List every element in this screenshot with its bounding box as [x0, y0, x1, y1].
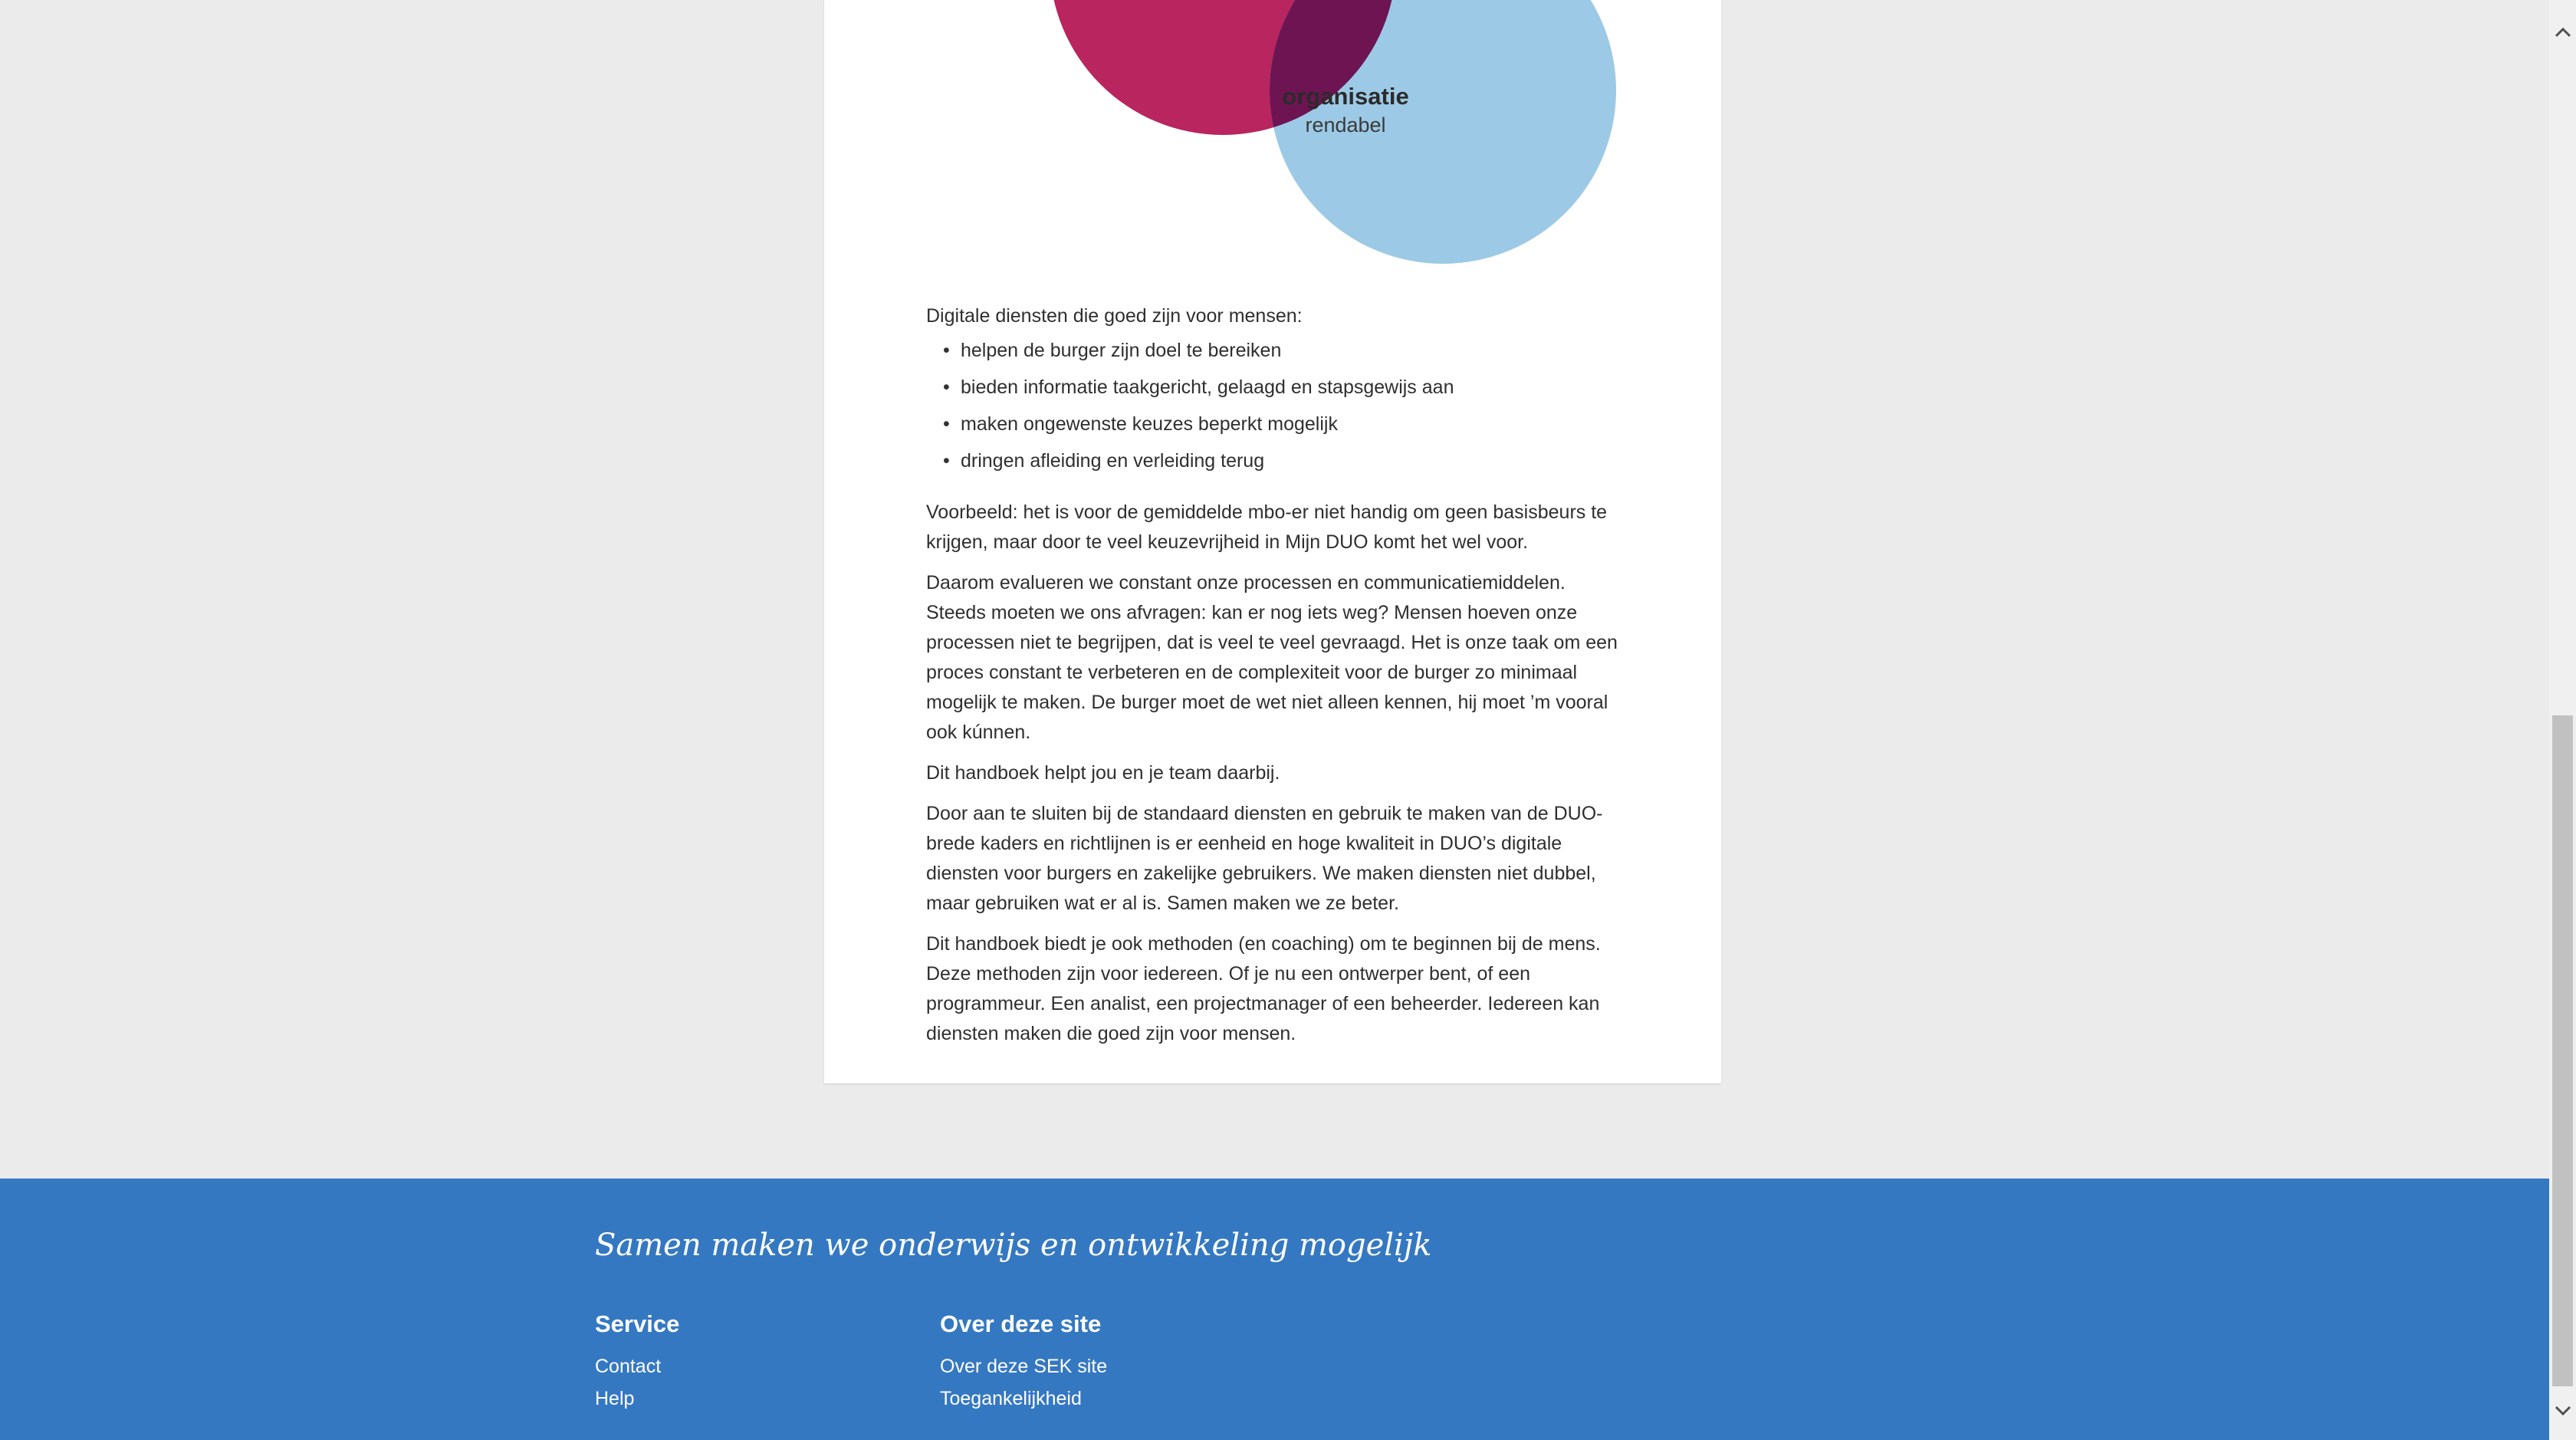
list-item: • bieden informatie taakgericht, gelaagd en stapsgewijs aan: [926, 373, 1620, 403]
paragraph-evaluate: Daarom evalueren we constant onze processen en communicatiemiddelen. Steeds moeten we ons afvragen: kan er nog iets weg? Mensen hoeven onze processen niet te begrijpen, dat is veel te veel gevraagd. Het is onze taak om een proces constant te verbeteren en de complexiteit voor de burger zo minimaal mogelijk te maken. De burger moet de wet niet alleen kennen, hij moet ’m vooral ook kúnnen.: [926, 572, 1618, 743]
footer-link-accessibility[interactable]: Toegankelijkheid: [940, 1388, 1082, 1409]
article-body: [926, 301, 1620, 1060]
scroll-up-button[interactable]: [2549, 17, 2576, 48]
footer-column-about: [940, 1309, 1107, 1415]
footer-column-service: [595, 1309, 679, 1415]
scroll-down-button[interactable]: [2549, 1396, 2576, 1426]
paragraph-handbook-helps: Dit handboek helpt jou en je team daarbij.: [926, 762, 1280, 784]
paragraph-methods: Dit handboek biedt je ook methoden (en coaching) om te beginnen bij de mens. Deze methoden zijn voor iedereen. Of je nu een ontwerper bent, of een programmeur. Een analist, een projectmanager of een beheerder. Iedereen kan diensten maken die goed zijn voor mensen.: [926, 933, 1601, 1044]
paragraph-standards: Door aan te sluiten bij de standaard diensten en gebruik te maken van de DUO-brede kaders en richtlijnen is er eenheid en hoge kwaliteit in DUO’s digitale diensten voor burgers en zakelijke gebruikers. We maken diensten niet dubbel, maar gebruiken wat er al is. Samen maken we ze beter.: [926, 803, 1603, 914]
venn-label-subtitle: rendabel: [1305, 113, 1386, 136]
list-item: • helpen de burger zijn doel te bereiken: [926, 336, 1620, 366]
footer-heading-service: Service: [595, 1310, 680, 1337]
intro-text: Digitale diensten die goed zijn voor mensen:: [926, 305, 1303, 327]
chevron-up-icon: [2555, 27, 2571, 38]
footer-tagline: Samen maken we onderwijs en ontwikkeling mogelijk: [595, 1228, 1432, 1263]
bullet-list: [926, 336, 1620, 476]
footer-link-contact[interactable]: Contact: [595, 1356, 662, 1377]
list-item: • dringen afleiding en verleiding terug: [926, 446, 1620, 476]
chevron-down-icon: [2555, 1405, 2571, 1416]
footer-link-help[interactable]: Help: [595, 1388, 635, 1409]
venn-label-title: organisatie: [1282, 83, 1409, 110]
vertical-scrollbar[interactable]: [2549, 0, 2576, 1440]
paragraph-example: Voorbeeld: het is voor de gemiddelde mbo-er niet handig om geen basisbeurs te krijgen, maar door te veel keuzevrijheid in Mijn DUO komt het wel voor.: [926, 501, 1608, 553]
site-footer: [0, 1179, 2549, 1440]
list-item: • maken ongewenste keuzes beperkt mogelijk: [926, 409, 1620, 439]
footer-link-about-site[interactable]: Over deze SEK site: [940, 1356, 1108, 1377]
content-card: [824, 0, 1721, 1083]
footer-heading-about: Over deze site: [940, 1310, 1102, 1337]
scrollbar-thumb[interactable]: [2552, 715, 2573, 1386]
